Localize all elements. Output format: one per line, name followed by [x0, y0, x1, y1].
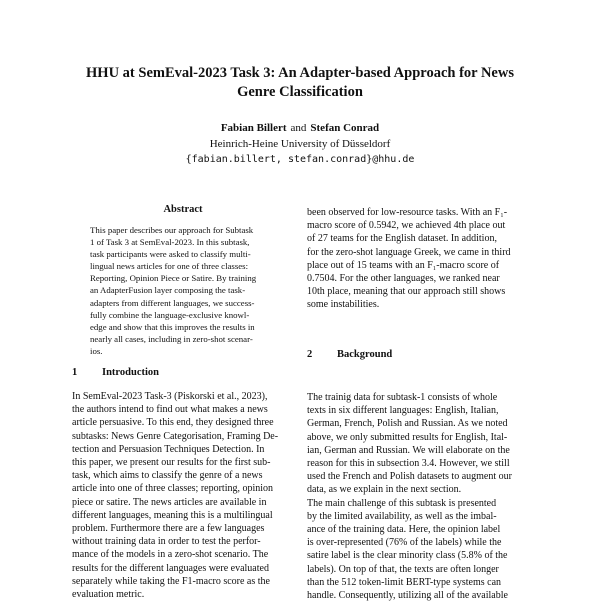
abstract-line: fully combine the language-exclusive knowl-	[90, 309, 250, 320]
section-heading-introduction	[72, 367, 159, 378]
abstract-line: edge and show that this improves the results in	[90, 321, 255, 332]
author-name: Fabian Billert	[220, 122, 287, 134]
text-line: for the zero-shot language Greek, we came in third	[307, 246, 511, 258]
text-line: labels). On top of that, the texts are often longer	[307, 563, 499, 575]
section-title: Introduction	[102, 367, 159, 378]
text-line: evaluation metric.	[72, 589, 145, 601]
text-line: this paper, we present our results for the first sub-	[72, 457, 271, 469]
author-email: {fabian.billert, stefan.conrad}@hhu.de	[185, 154, 415, 165]
text-line: article into one of three classes; reporting, opinion	[72, 483, 274, 495]
section-heading-background	[307, 349, 392, 360]
text-line: tection and Persuasion Techniques Detection. In	[72, 443, 265, 455]
text-line: results for the different languages were evaluated	[72, 562, 269, 574]
author-conjunction: and	[290, 122, 307, 134]
text-line: separately while taking the F1-macro score as the	[72, 575, 270, 587]
text-line: satire label is the clear minority class (5.8% of the	[307, 550, 508, 562]
text-line: ance of the training data. Here, the opinion label	[307, 524, 501, 536]
author-name: Stefan Conrad	[310, 122, 380, 134]
abstract-heading: Abstract	[163, 204, 203, 215]
abstract-line: lingual news articles for one of three classes:	[90, 261, 249, 272]
abstract-line: nearly all cases, including in zero-shot scenar-	[90, 333, 253, 344]
abstract-body	[90, 224, 276, 357]
text-line: used the French and Polish datasets to augment our	[307, 471, 512, 483]
text-line: reason for this in subsection 3.4. However, we still	[307, 458, 510, 470]
introduction-body	[72, 390, 294, 601]
author-names	[60, 120, 540, 136]
abstract-line: an AdapterFusion layer composing the task-	[90, 285, 246, 296]
section-title: Background	[337, 349, 393, 360]
text-line: the authors intend to find out what makes a news	[72, 404, 268, 416]
text-line: article persuasive. To this end, they designed three	[72, 417, 274, 429]
text-line: In SemEval-2023 Task-3 (Piskorski et al., 2023),	[72, 391, 268, 402]
text-line: than the 512 token-limit BERT-type systems can	[307, 576, 502, 588]
text-line: been observed for low-resource tasks. With an F₁-	[307, 207, 508, 218]
text-line: 10th place, meaning that our approach still shows	[307, 286, 506, 298]
abstract-line: ios.	[90, 345, 103, 356]
text-line: 0.7504. For the other languages, we ranked near	[307, 273, 500, 285]
text-line: The trainig data for subtask-1 consists of whole	[307, 392, 498, 403]
text-line: of 27 teams for the English dataset. In addition,	[307, 233, 497, 245]
background-body	[307, 391, 533, 602]
text-line: data, as we explain in the next section.	[307, 484, 462, 496]
results-summary-body	[307, 206, 533, 312]
text-line: some instabilities.	[307, 299, 380, 311]
section-number: 1	[72, 367, 78, 378]
text-line: task, which aims to classify the genre of a news	[72, 470, 263, 482]
author-block	[60, 120, 540, 168]
abstract-line: adapters from different languages, we success-	[90, 297, 255, 308]
text-line: piece or satire. The news articles are available in	[72, 496, 267, 508]
text-line: is over-represented (76% of the labels) while the	[307, 537, 502, 549]
text-line: ian, German and Russian. We will elaborate on the	[307, 444, 510, 456]
abstract-line: 1 of Task 3 at SemEval-2023. In this subtask,	[90, 237, 250, 248]
text-line: The main challenge of this subtask is presented	[307, 497, 497, 509]
text-line: texts in six different languages: English, Italian,	[307, 405, 499, 417]
section-number: 2	[307, 349, 313, 360]
paper-title	[60, 64, 540, 102]
affiliation: Heinrich-Heine University of Düsseldorf	[209, 138, 391, 150]
text-line: without training data in order to test the perfor-	[72, 536, 261, 548]
text-line: place out of 15 teams with an F₁-macro score of	[307, 259, 500, 271]
title-line: Genre Classification	[237, 84, 363, 100]
text-line: German, French, Polish and Russian. As we noted	[307, 418, 508, 430]
text-line: different languages, meaning this is a multilingual	[72, 509, 273, 521]
text-line: macro score of 0.5942, we achieved 4th place out	[307, 220, 506, 232]
title-line: HHU at SemEval-2023 Task 3: An Adapter-based Approach for News	[86, 65, 514, 81]
abstract-line: task participants were asked to classify multi-	[90, 249, 251, 260]
abstract-line: Reporting, Opinion Piece or Satire. By training	[90, 273, 257, 284]
text-line: above, we only submitted results for English, Ital-	[307, 431, 508, 443]
text-line: handle. Consequently, utilizing all of the available	[307, 590, 508, 602]
abstract-line: This paper describes our approach for Subtask	[90, 225, 254, 235]
text-line: by the limited availability, as well as the imbal-	[307, 510, 497, 522]
text-line: subtasks: News Genre Categorisation, Framing De-	[72, 430, 279, 442]
text-line: mance of the models in a zero-shot scenario. The	[72, 549, 269, 561]
text-line: problem. Furthermore there are a few languages	[72, 523, 265, 535]
